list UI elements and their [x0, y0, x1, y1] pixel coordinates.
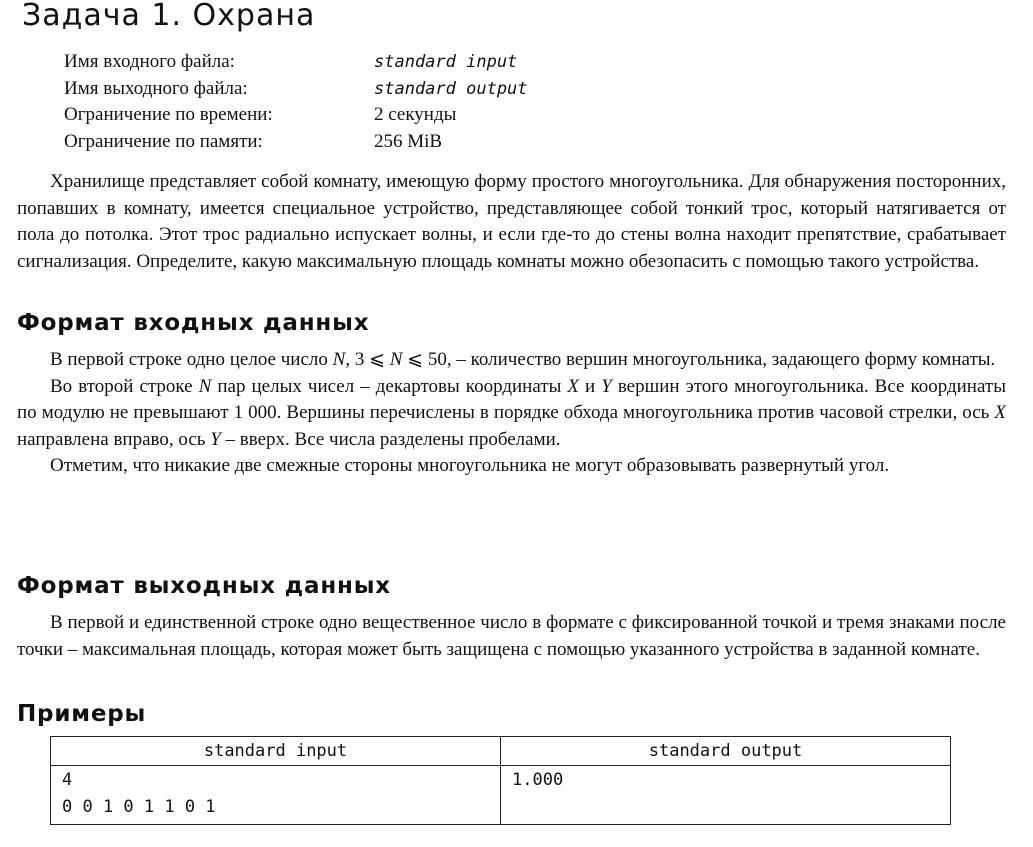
- example-output-cell: [501, 766, 951, 825]
- input-column-header: standard input: [51, 737, 501, 766]
- input-p1-constraint-post: ⩽ 50, – количество вершин многоугольника, задающего форму комнаты.: [402, 349, 996, 370]
- input-file-label: Имя входного файла:: [64, 51, 235, 72]
- example-output: 1.000: [512, 770, 564, 790]
- examples-table: [50, 736, 951, 825]
- input-format-text: [17, 347, 1006, 480]
- memory-limit-value: 256 MiB: [374, 130, 443, 152]
- var-y: Y: [210, 428, 221, 450]
- output-paragraph: В первой и единственной строке одно вещественное число в формате с фиксированной точкой и тремя знаками после точки – максимальная площадь, которая может быть защищена с помощью указанного устройства в заданной комнате.: [17, 612, 1006, 660]
- time-limit-label: Ограничение по времени:: [64, 104, 273, 125]
- input-p2-text-e: направлена вправо, ось: [17, 428, 211, 450]
- input-p2-text-a: Во второй строке: [50, 375, 199, 397]
- input-paragraph-1: [17, 347, 1006, 374]
- table-row: [51, 766, 951, 825]
- var-n: N: [332, 349, 346, 370]
- input-p2-text-c: и: [578, 375, 602, 397]
- var-x: X: [567, 375, 579, 397]
- examples-heading: Примеры: [17, 701, 147, 727]
- time-limit-value: 2 секунды: [374, 104, 457, 125]
- input-paragraph-2: [17, 374, 1006, 454]
- memory-limit-row: [64, 129, 664, 156]
- input-paragraph-3: Отметим, что никакие две смежные стороны многоугольника не могут образовывать развернутый угол.: [50, 455, 890, 476]
- output-format-heading: Формат выходных данных: [17, 573, 391, 599]
- examples-header-row: [51, 737, 951, 766]
- output-column-header: standard output: [501, 737, 951, 766]
- input-file-value: standard input: [374, 52, 518, 72]
- statement-paragraph: Хранилище представляет собой комнату, имеющую форму простого многоугольника. Для обнаружения посторонних, попавших в комнату, имеется специальное устройство, представляющее собой тонкий трос, который натягивается от пола до потолка. Этот трос радиально испускает волны, и если где-то до стены волна находит препятствие, срабатывает сигнализация. Определите, какую максимальную площадь комнаты можно обезопасить с помощью такого устройства.: [17, 171, 1006, 272]
- output-file-row: [64, 76, 664, 103]
- input-p2-text-b: пар целых чисел – декартовы координаты: [211, 375, 568, 397]
- output-file-value: standard output: [374, 78, 528, 99]
- problem-limits: [64, 49, 664, 155]
- input-p2-text-d: вершин этого многоугольника. Все координаты по модулю не превышают 1 000. Вершины перечислены в порядке обхода многоугольника против часовой стрелки, ось: [17, 375, 1006, 423]
- input-p1-text-a: В первой строке одно целое число: [50, 349, 333, 370]
- problem-title: Задача 1. Охрана: [22, 0, 316, 33]
- example-input: 4 0 0 1 0 1 1 0 1: [62, 770, 216, 817]
- var-n: N: [198, 375, 212, 397]
- output-file-label: Имя выходного файла:: [64, 77, 248, 99]
- example-input-cell: [51, 766, 501, 825]
- input-file-row: [64, 49, 664, 76]
- memory-limit-label: Ограничение по памяти:: [64, 130, 263, 152]
- statement-text: [17, 169, 1006, 275]
- input-p2-text-f: – вверх. Все числа разделены пробелами.: [220, 428, 561, 450]
- output-format-text: [17, 610, 1006, 663]
- input-format-heading: Формат входных данных: [17, 310, 370, 336]
- var-x: X: [994, 402, 1006, 423]
- var-n: N: [389, 349, 403, 370]
- input-p1-constraint-pre: , 3 ⩽: [345, 349, 390, 370]
- time-limit-row: [64, 102, 664, 129]
- var-y: Y: [601, 375, 612, 397]
